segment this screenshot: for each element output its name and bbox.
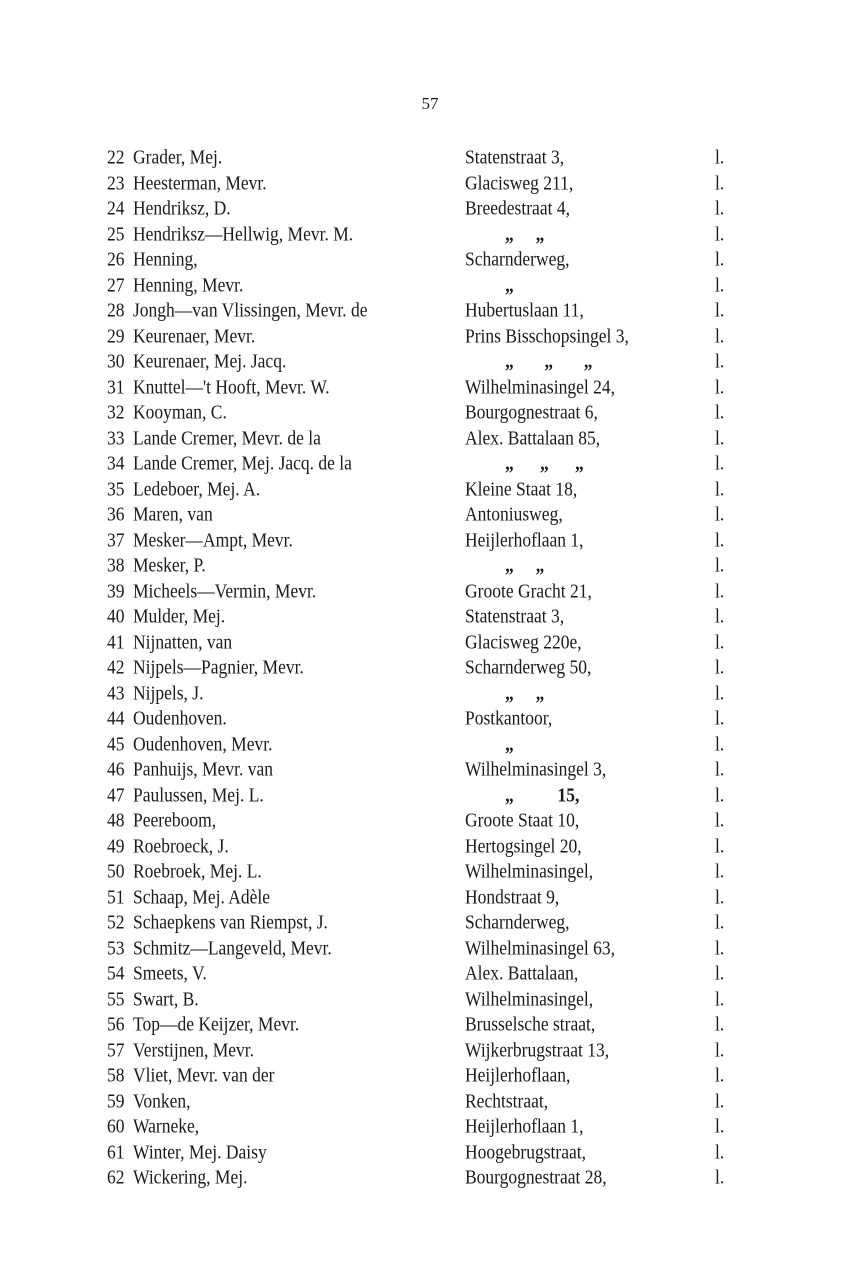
entry-number: 59 — [107, 1089, 125, 1112]
page-number: 57 — [421, 94, 439, 113]
entry-name: Heesterman, Mevr. — [133, 171, 267, 194]
entry-number: 55 — [107, 987, 125, 1010]
entry-address: Alex. Battalaan, — [465, 961, 579, 985]
list-item — [107, 526, 747, 555]
entry-address: Bourgognestraat 6, — [465, 400, 598, 424]
entry-address: Postkantoor, — [465, 706, 553, 730]
list-item — [107, 653, 747, 682]
entry-name: Ledeboer, Mej. A. — [133, 477, 261, 500]
entry-suffix: l. — [715, 834, 725, 857]
list-item — [107, 1010, 747, 1039]
entry-number: 37 — [107, 528, 125, 551]
entry-suffix: l. — [715, 885, 725, 908]
list-item — [107, 322, 747, 351]
list-item — [107, 551, 747, 580]
entry-name: Keurenaer, Mevr. — [133, 324, 256, 347]
entry-suffix: l. — [715, 1089, 725, 1112]
list-item — [107, 602, 747, 631]
entry-address: „ „ „ — [505, 451, 584, 475]
entry-number: 29 — [107, 324, 125, 347]
entry-suffix: l. — [715, 961, 725, 985]
entry-number: 28 — [107, 298, 125, 322]
entry-number: 33 — [107, 426, 125, 449]
entry-address: Wilhelminasingel, — [465, 859, 594, 883]
entry-suffix: l. — [715, 1114, 725, 1138]
entry-address: Breedestraat 4, — [465, 196, 570, 220]
entry-suffix: l. — [715, 1140, 725, 1163]
entry-name: Peereboom, — [133, 808, 217, 832]
entry-suffix: l. — [715, 757, 725, 781]
list-item — [107, 755, 747, 784]
entry-number: 41 — [107, 630, 125, 653]
entry-suffix: l. — [715, 247, 725, 271]
entry-suffix: l. — [715, 910, 725, 934]
entry-number: 61 — [107, 1140, 125, 1163]
entry-number: 22 — [107, 145, 125, 169]
entry-name: Lande Cremer, Mej. Jacq. de la — [133, 451, 352, 475]
entry-name: Nijpels—Pagnier, Mevr. — [133, 655, 304, 679]
entry-name: Oudenhoven, Mevr. — [133, 732, 273, 755]
entry-number: 52 — [107, 910, 125, 934]
entry-number: 45 — [107, 732, 125, 755]
entry-name: Roebroeck, J. — [133, 834, 229, 857]
entry-number: 46 — [107, 757, 125, 781]
entry-name: Oudenhoven. — [133, 706, 227, 730]
list-item — [107, 730, 747, 759]
entry-number: 56 — [107, 1012, 125, 1036]
entry-name: Verstijnen, Mevr. — [133, 1038, 255, 1061]
entry-number: 58 — [107, 1063, 125, 1087]
entry-number: 34 — [107, 451, 125, 475]
entry-suffix: l. — [715, 706, 725, 730]
entry-name: Henning, Mevr. — [133, 273, 244, 296]
entry-name: Schmitz—Langeveld, Mevr. — [133, 936, 332, 959]
entry-address: Wijkerbrugstraat 13, — [465, 1038, 610, 1061]
entry-name: Grader, Mej. — [133, 145, 223, 169]
entry-suffix: l. — [715, 1038, 725, 1061]
entry-number: 48 — [107, 808, 125, 832]
list-item — [107, 1087, 747, 1116]
entry-suffix: l. — [715, 349, 725, 373]
entry-name: Mesker—Ampt, Mevr. — [133, 528, 293, 551]
entry-suffix: l. — [715, 681, 725, 704]
list-item — [107, 245, 747, 274]
entry-name: Swart, B. — [133, 987, 199, 1010]
entry-address: Hubertuslaan 11, — [465, 298, 584, 322]
list-item — [107, 985, 747, 1014]
entry-address: Prins Bisschopsingel 3, — [465, 324, 629, 347]
list-item — [107, 347, 747, 376]
entry-number: 43 — [107, 681, 125, 704]
list-item — [107, 398, 747, 427]
list-item — [107, 424, 747, 453]
entry-name: Lande Cremer, Mevr. de la — [133, 426, 321, 449]
entry-name: Vonken, — [133, 1089, 191, 1112]
list-item — [107, 959, 747, 988]
entry-address: Glacisweg 211, — [465, 171, 574, 194]
entry-address: „ 15, — [505, 783, 580, 806]
entry-suffix: l. — [715, 604, 725, 628]
list-item — [107, 1112, 747, 1141]
entry-name: Mesker, P. — [133, 553, 206, 577]
list-item — [107, 449, 747, 478]
entry-name: Keurenaer, Mej. Jacq. — [133, 349, 287, 373]
list-item — [107, 475, 747, 504]
entry-number: 30 — [107, 349, 125, 373]
entry-number: 60 — [107, 1114, 125, 1138]
entry-name: Schaap, Mej. Adèle — [133, 885, 271, 908]
list-item — [107, 143, 747, 172]
list-item — [107, 857, 747, 886]
entry-number: 51 — [107, 885, 125, 908]
entry-suffix: l. — [715, 1063, 725, 1087]
entry-name: Hendriksz, D. — [133, 196, 231, 220]
entry-address: Glacisweg 220e, — [465, 630, 582, 653]
entry-suffix: l. — [715, 783, 725, 806]
entry-name: Jongh—van Vlissingen, Mevr. de — [133, 298, 368, 322]
entry-number: 32 — [107, 400, 125, 424]
entry-suffix: l. — [715, 451, 725, 475]
entry-suffix: l. — [715, 502, 725, 526]
entry-suffix: l. — [715, 1012, 725, 1036]
list-item — [107, 806, 747, 835]
list-item — [107, 832, 747, 861]
list-item — [107, 1138, 747, 1167]
entry-number: 39 — [107, 579, 125, 602]
list-item — [107, 934, 747, 963]
entry-number: 31 — [107, 375, 125, 398]
entry-suffix: l. — [715, 375, 725, 398]
entry-number: 38 — [107, 553, 125, 577]
entry-name: Winter, Mej. Daisy — [133, 1140, 267, 1163]
list-item — [107, 1163, 747, 1192]
entry-suffix: l. — [715, 655, 725, 679]
entry-address: Heijlerhoflaan 1, — [465, 528, 584, 551]
entry-number: 47 — [107, 783, 125, 806]
entry-number: 25 — [107, 222, 125, 245]
entry-name: Nijpels, J. — [133, 681, 204, 704]
list-item — [107, 296, 747, 325]
list-item — [107, 577, 747, 606]
entry-name: Maren, van — [133, 502, 213, 526]
entry-number: 27 — [107, 273, 125, 296]
entry-number: 54 — [107, 961, 125, 985]
list-item — [107, 1061, 747, 1090]
list-item — [107, 271, 747, 300]
entry-address: Brusselsche straat, — [465, 1012, 596, 1036]
entry-number: 24 — [107, 196, 125, 220]
entry-number: 26 — [107, 247, 125, 271]
entry-name: Panhuijs, Mevr. van — [133, 757, 273, 781]
list-item — [107, 220, 747, 249]
entry-suffix: l. — [715, 732, 725, 755]
entry-address: Heijlerhoflaan 1, — [465, 1114, 584, 1138]
list-item — [107, 628, 747, 657]
entry-number: 62 — [107, 1165, 125, 1189]
entry-suffix: l. — [715, 630, 725, 653]
entry-suffix: l. — [715, 859, 725, 883]
entry-name: Smeets, V. — [133, 961, 207, 985]
entry-number: 44 — [107, 706, 125, 730]
entry-suffix: l. — [715, 426, 725, 449]
entry-address: „ „ „ — [505, 349, 593, 373]
entry-number: 40 — [107, 604, 125, 628]
entry-address: Alex. Battalaan 85, — [465, 426, 601, 449]
entry-suffix: l. — [715, 324, 725, 347]
member-list — [107, 145, 747, 1191]
list-item — [107, 908, 747, 937]
entry-address: Scharnderweg 50, — [465, 655, 592, 679]
list-item — [107, 883, 747, 912]
entry-name: Micheels—Vermin, Mevr. — [133, 579, 317, 602]
entry-suffix: l. — [715, 936, 725, 959]
entry-name: Wickering, Mej. — [133, 1165, 248, 1189]
entry-address: Rechtstraat, — [465, 1089, 549, 1112]
entry-name: Warneke, — [133, 1114, 200, 1138]
entry-number: 50 — [107, 859, 125, 883]
entry-address: Wilhelminasingel 63, — [465, 936, 615, 959]
entry-suffix: l. — [715, 1165, 725, 1189]
entry-suffix: l. — [715, 528, 725, 551]
entry-address: „ „ — [505, 553, 545, 577]
entry-suffix: l. — [715, 145, 725, 169]
entry-suffix: l. — [715, 553, 725, 577]
list-item — [107, 500, 747, 529]
entry-address: Hondstraat 9, — [465, 885, 560, 908]
list-item — [107, 169, 747, 198]
entry-suffix: l. — [715, 477, 725, 500]
entry-address: Groote Gracht 21, — [465, 579, 592, 602]
entry-address: Groote Staat 10, — [465, 808, 580, 832]
entry-address: Statenstraat 3, — [465, 604, 565, 628]
entry-name: Knuttel—'t Hooft, Mevr. W. — [133, 375, 330, 398]
entry-name: Paulussen, Mej. L. — [133, 783, 264, 806]
entry-number: 57 — [107, 1038, 125, 1061]
entry-name: Hendriksz—Hellwig, Mevr. M. — [133, 222, 354, 245]
entry-suffix: l. — [715, 579, 725, 602]
entry-suffix: l. — [715, 171, 725, 194]
entry-address: Bourgognestraat 28, — [465, 1165, 607, 1189]
entry-name: Schaepkens van Riempst, J. — [133, 910, 328, 934]
entry-suffix: l. — [715, 808, 725, 832]
entry-number: 49 — [107, 834, 125, 857]
entry-address: Statenstraat 3, — [465, 145, 565, 169]
entry-number: 53 — [107, 936, 125, 959]
entry-suffix: l. — [715, 298, 725, 322]
entry-name: Kooyman, C. — [133, 400, 227, 424]
entry-address: Antoniusweg, — [465, 502, 563, 526]
entry-suffix: l. — [715, 273, 725, 296]
entry-number: 23 — [107, 171, 125, 194]
entry-address: Wilhelminasingel, — [465, 987, 594, 1010]
entry-suffix: l. — [715, 222, 725, 245]
list-item — [107, 704, 747, 733]
entry-number: 42 — [107, 655, 125, 679]
list-item — [107, 1036, 747, 1065]
entry-number: 36 — [107, 502, 125, 526]
entry-address: Wilhelminasingel 24, — [465, 375, 615, 398]
entry-address: „ „ — [505, 222, 545, 245]
entry-name: Vliet, Mevr. van der — [133, 1063, 275, 1087]
entry-address: Scharnderweg, — [465, 247, 570, 271]
entry-address: Hertogsingel 20, — [465, 834, 582, 857]
entry-address: Heijlerhoflaan, — [465, 1063, 571, 1087]
entry-address: „ — [505, 732, 514, 755]
entry-name: Mulder, Mej. — [133, 604, 226, 628]
entry-name: Roebroek, Mej. L. — [133, 859, 262, 883]
entry-address: Wilhelminasingel 3, — [465, 757, 607, 781]
entry-address: Scharnderweg, — [465, 910, 570, 934]
entry-name: Henning, — [133, 247, 198, 271]
list-item — [107, 373, 747, 402]
list-item — [107, 194, 747, 223]
list-item — [107, 679, 747, 708]
entry-address: Hoogebrugstraat, — [465, 1140, 587, 1163]
entry-suffix: l. — [715, 987, 725, 1010]
entry-suffix: l. — [715, 400, 725, 424]
list-item — [107, 781, 747, 810]
entry-address: „ „ — [505, 681, 545, 704]
entry-address: „ — [505, 273, 514, 296]
entry-suffix: l. — [715, 196, 725, 220]
entry-name: Nijnatten, van — [133, 630, 233, 653]
entry-address: Kleine Staat 18, — [465, 477, 578, 500]
entry-number: 35 — [107, 477, 125, 500]
entry-name: Top—de Keijzer, Mevr. — [133, 1012, 300, 1036]
